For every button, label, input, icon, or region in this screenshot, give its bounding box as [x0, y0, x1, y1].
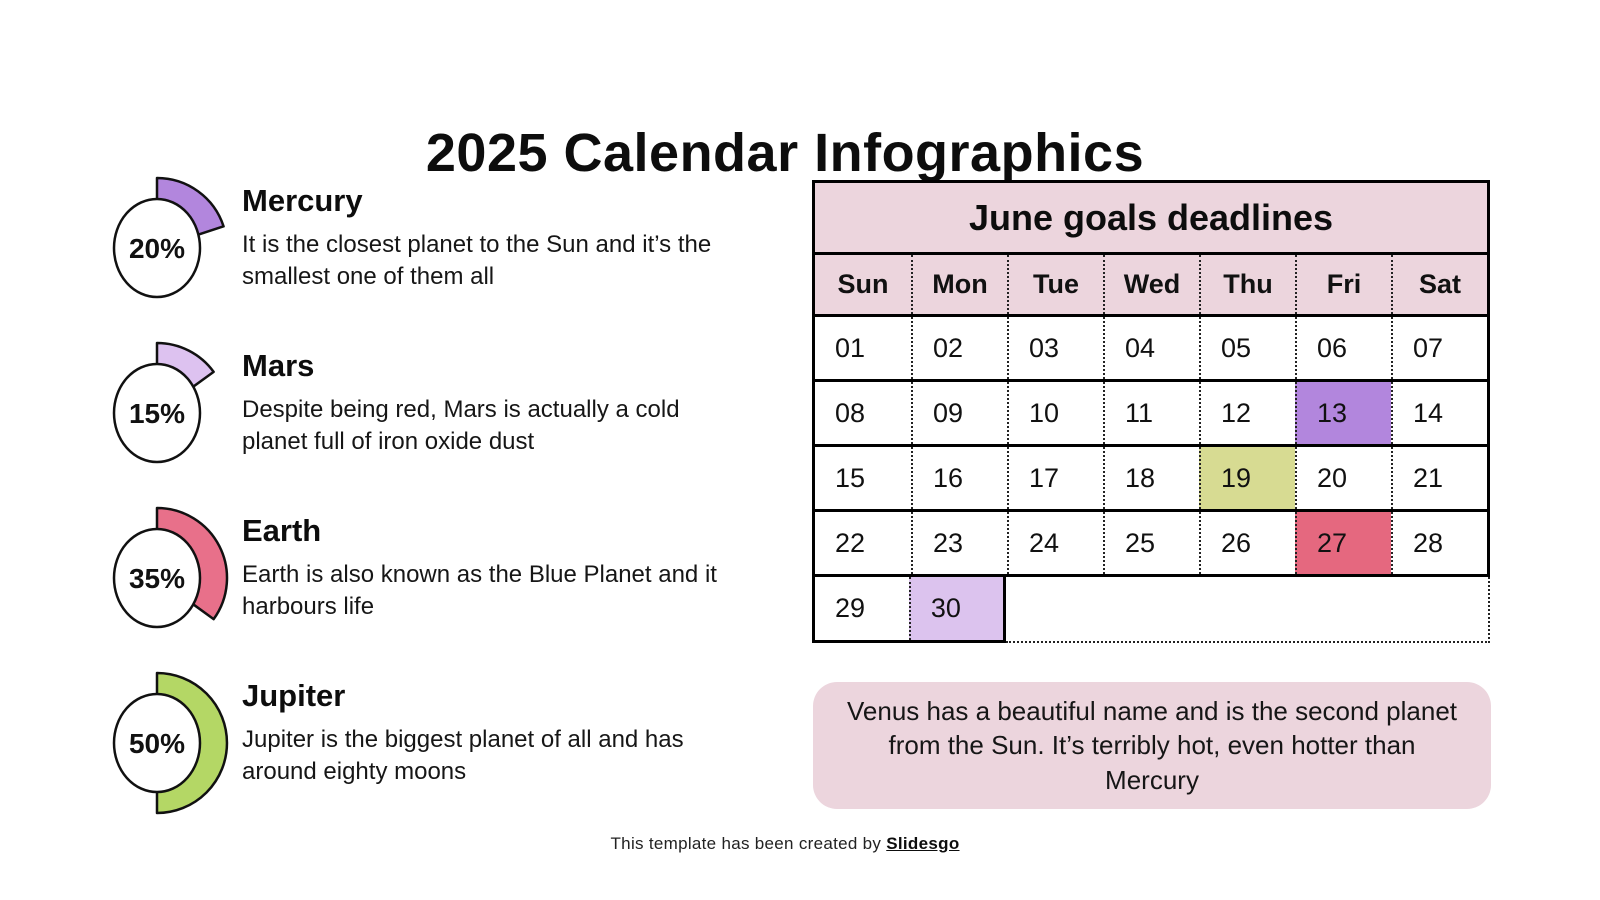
calendar-cell: 03 — [1007, 317, 1103, 379]
day-name-cell: Mon — [911, 255, 1007, 314]
calendar-empty-region — [1006, 577, 1490, 643]
calendar-cell: 25 — [1103, 512, 1199, 574]
gauge-percent-label: 20% — [128, 233, 186, 264]
footer-text: This template has been created by — [610, 834, 887, 853]
planet-description: It is the closest planet to the Sun and it’s the smallest one of them all — [242, 231, 712, 291]
calendar-cell: 09 — [911, 382, 1007, 444]
earth-gauge-chart — [95, 490, 230, 660]
day-name-cell: Tue — [1007, 255, 1103, 314]
calendar-cell: 06 — [1295, 317, 1391, 379]
calendar-cell: 20 — [1295, 447, 1391, 509]
calendar-cell: 29 — [835, 593, 866, 623]
planet-description: Jupiter is the biggest planet of all and has around eighty moons — [242, 726, 684, 786]
planet-description: Earth is also known as the Blue Planet and it harbours life — [242, 561, 717, 621]
calendar-cell: 04 — [1103, 317, 1199, 379]
calendar-week-row — [815, 512, 1487, 577]
calendar-cell: 24 — [1007, 512, 1103, 574]
calendar-title: June goals deadlines — [815, 183, 1487, 255]
calendar-cell: 12 — [1199, 382, 1295, 444]
calendar-cell: 10 — [1007, 382, 1103, 444]
calendar-cell: 15 — [835, 462, 866, 493]
calendar-week-row — [815, 447, 1487, 512]
calendar-last-week — [812, 577, 1490, 643]
calendar-cell: 21 — [1391, 447, 1487, 509]
calendar-cell: 26 — [1199, 512, 1295, 574]
calendar-cell: 27 — [1295, 512, 1391, 574]
planet-item-mercury — [95, 160, 745, 325]
planet-item-jupiter — [95, 655, 745, 820]
calendar-cell: 17 — [1007, 447, 1103, 509]
planet-description: Despite being red, Mars is actually a cold planet full of iron oxide dust — [242, 396, 680, 456]
calendar-week-row — [815, 317, 1487, 382]
day-name-cell: Fri — [1295, 255, 1391, 314]
venus-note: Venus has a beautiful name and is the second planet from the Sun. It’s terribly hot, even hotter than Mercury — [813, 682, 1491, 809]
day-name-cell: Thu — [1199, 255, 1295, 314]
slidesgo-link[interactable]: Slidesgo — [886, 834, 960, 853]
jupiter-gauge-chart — [95, 655, 230, 825]
planet-name: Mars — [242, 348, 315, 383]
gauge-percent-label: 50% — [128, 728, 186, 759]
calendar-cell: 22 — [835, 527, 866, 558]
calendar-cell: 16 — [911, 447, 1007, 509]
calendar-cell: 30 — [909, 577, 1003, 640]
planet-name: Mercury — [242, 183, 363, 218]
calendar-cell: 02 — [911, 317, 1007, 379]
calendar-cell: 14 — [1391, 382, 1487, 444]
mercury-gauge-chart — [95, 160, 230, 330]
gauge-percent-label: 15% — [128, 398, 186, 429]
day-name-cell: Sat — [1391, 255, 1487, 314]
day-name-cell: Wed — [1103, 255, 1199, 314]
calendar-cell: 11 — [1103, 382, 1199, 444]
planet-item-mars — [95, 325, 745, 490]
calendar-cell: 05 — [1199, 317, 1295, 379]
planet-item-earth — [95, 490, 745, 655]
footer — [0, 834, 1570, 854]
gauge-percent-label: 35% — [128, 563, 186, 594]
calendar-cell: 13 — [1295, 382, 1391, 444]
calendar-cell: 23 — [911, 512, 1007, 574]
calendar-cell: 01 — [835, 332, 866, 363]
planets-section — [95, 160, 745, 820]
planet-name: Earth — [242, 513, 322, 548]
planet-name: Jupiter — [242, 678, 346, 713]
day-name-cell: Sun — [837, 269, 889, 299]
calendar-day-header — [815, 255, 1487, 317]
calendar — [812, 180, 1490, 643]
page-title: 2025 Calendar Infographics — [425, 123, 1145, 184]
calendar-cell: 08 — [835, 397, 866, 428]
calendar-cell: 18 — [1103, 447, 1199, 509]
calendar-week-row — [815, 382, 1487, 447]
calendar-cell: 28 — [1391, 512, 1487, 574]
calendar-cell: 19 — [1199, 447, 1295, 509]
calendar-cell: 07 — [1391, 317, 1487, 379]
mars-gauge-chart — [95, 325, 230, 495]
